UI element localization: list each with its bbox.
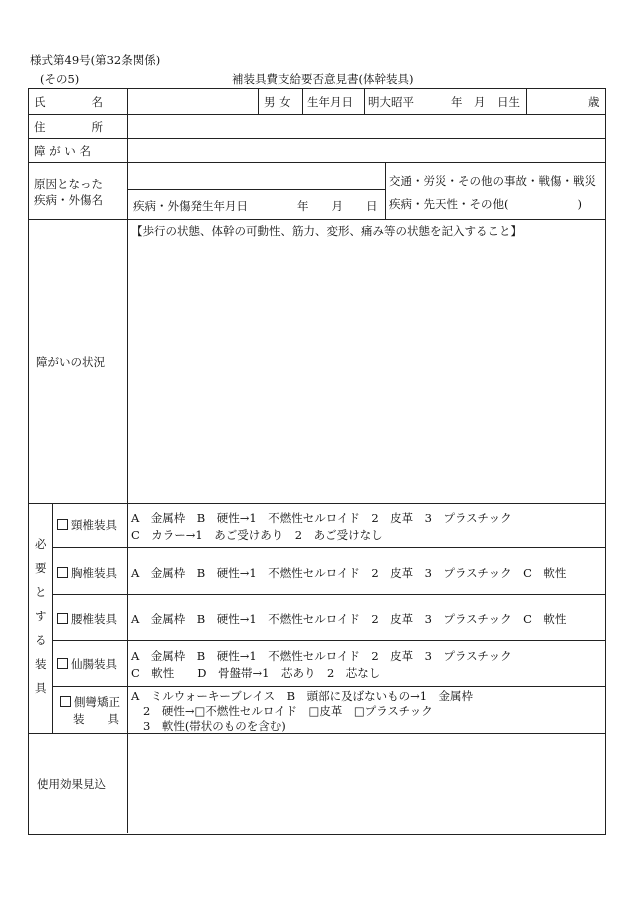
devices-group-char: 必	[35, 537, 47, 551]
checkbox-icon[interactable]	[57, 613, 68, 624]
gender-options[interactable]: 男 女	[264, 95, 291, 109]
era-options[interactable]: 明大昭平	[368, 95, 414, 109]
cause-label-line2: 疾病・外傷名	[34, 193, 103, 207]
device-item-lumbar[interactable]	[57, 611, 117, 627]
device-item-sacroiliac[interactable]	[57, 656, 117, 672]
device-options-line: A 金属枠 B 硬性→1 不燃性セルロイド 2 皮革 3 プラスチック C 軟性	[131, 612, 567, 626]
device-item-thoracic[interactable]	[57, 565, 117, 581]
devices-group-char: と	[35, 585, 47, 599]
cause-category-line2: 疾病・先天性・その他( )	[389, 197, 582, 211]
device-name: 腰椎装具	[71, 612, 117, 626]
device-name: 頸椎装具	[71, 518, 117, 532]
birthdate-label: 生年月日	[307, 95, 353, 109]
device-name: 胸椎装具	[71, 566, 117, 580]
sub-number: (その5)	[40, 72, 80, 86]
device-options-line: A ミルウォーキーブレイス B 頭部に及ばないもの→1 金属枠	[131, 689, 474, 703]
checkbox-icon[interactable]	[57, 658, 68, 669]
device-options-line: A 金属枠 B 硬性→1 不燃性セルロイド 2 皮革 3 プラスチック	[131, 511, 512, 525]
status-instruction: 【歩行の状態、体幹の可動性、筋力、変形、痛み等の状態を記入すること】	[131, 224, 522, 238]
device-name: 仙腸装具	[71, 657, 117, 671]
disability-name-label: 障 が い 名	[34, 144, 91, 158]
devices-group-char: 装	[35, 657, 47, 671]
devices-group-char: 具	[35, 681, 47, 695]
device-options-line: 2 硬性→□不燃性セルロイド □皮革 □プラスチック	[143, 704, 433, 718]
device-item-cervical[interactable]	[57, 517, 117, 533]
device-options-line: C 軟性 D 骨盤帯→1 芯あり 2 芯なし	[131, 666, 381, 680]
device-name: 側彎矯正	[74, 695, 120, 709]
device-options-line: C カラー→1 あご受けあり 2 あご受けなし	[131, 528, 383, 542]
onset-date-label: 疾病・外傷発生年月日	[133, 199, 248, 213]
checkbox-icon[interactable]	[57, 567, 68, 578]
status-label: 障がいの状況	[36, 355, 105, 369]
birthdate-ymd: 年 月 日生	[451, 95, 520, 109]
form-number: 様式第49号(第32条関係)	[30, 53, 161, 67]
devices-group-char: す	[35, 609, 47, 623]
onset-date-ymd: 年 月 日	[297, 199, 378, 213]
age-unit: 歳	[588, 95, 600, 109]
address-label: 住 所	[34, 120, 103, 134]
device-name-line2: 装 具	[73, 712, 119, 726]
devices-group-char: 要	[35, 561, 47, 575]
checkbox-icon[interactable]	[57, 519, 68, 530]
device-options-line: A 金属枠 B 硬性→1 不燃性セルロイド 2 皮革 3 プラスチック	[131, 649, 512, 663]
devices-group-char: る	[35, 633, 47, 647]
name-label: 氏 名	[34, 95, 103, 109]
device-options-line: 3 軟性(帯状のものを含む)	[143, 719, 286, 733]
cause-label-line1: 原因となった	[34, 177, 103, 191]
checkbox-icon[interactable]	[60, 696, 71, 707]
device-item-scoliosis[interactable]	[60, 694, 120, 710]
form-title: 補装具費支給要否意見書(体幹装具)	[232, 72, 414, 86]
device-options-line: A 金属枠 B 硬性→1 不燃性セルロイド 2 皮革 3 プラスチック C 軟性	[131, 566, 567, 580]
effect-label: 使用効果見込	[37, 777, 106, 791]
cause-category-line1: 交通・労災・その他の事故・戦傷・戦災	[389, 174, 596, 188]
